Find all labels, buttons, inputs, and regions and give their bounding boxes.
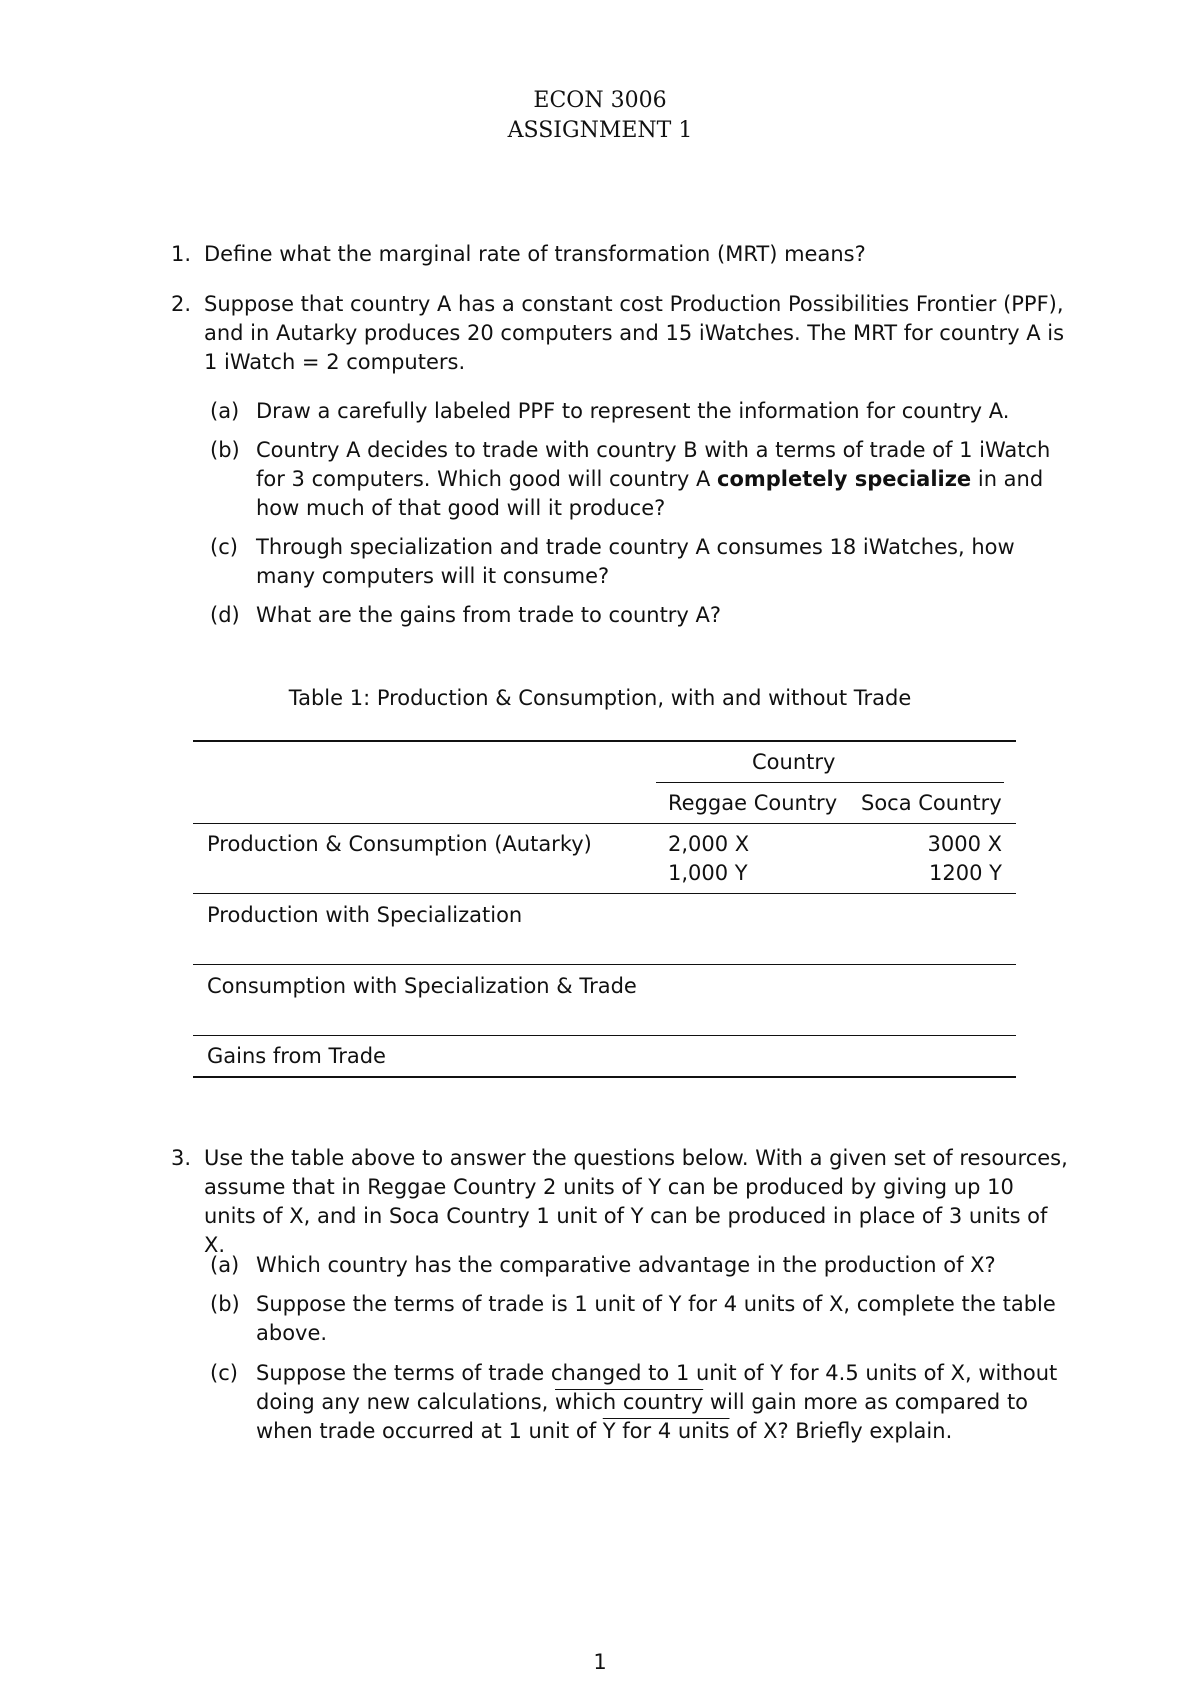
text-run: Country A decides to trade with country B with a terms of trade of 1 iWatch for 3 computers. Which good will country A <box>256 438 1051 491</box>
question-text: Define what the marginal rate of transformation (MRT) means? <box>204 242 866 266</box>
subquestion-text <box>256 436 1070 523</box>
question-number: 3. <box>171 1146 192 1170</box>
table-caption: Table 1: Production & Consumption, with and without Trade <box>288 686 912 710</box>
table-header-rule <box>193 823 1016 824</box>
cell-soca-y: 1200 Y <box>929 861 1002 885</box>
table-row-rule <box>193 1035 1016 1036</box>
row-label-specialization: Production with Specialization <box>207 903 523 927</box>
subquestion-text: Through specialization and trade country A consumes 18 iWatches, how many computers will it consume? <box>256 535 1015 588</box>
question-number: 2. <box>171 292 192 316</box>
text-run: of X? Briefly explain. <box>729 1419 953 1443</box>
table-group-rule <box>656 782 1004 783</box>
table-row-rule <box>193 893 1016 894</box>
course-title: ECON 3006 <box>533 88 667 113</box>
question-text: Suppose that country A has a constant cost Production Possibilities Frontier (PPF), and in Autarky produces 20 computers and 15 iWatches. The MRT for country A is 1 iWatch = 2 computers. <box>204 292 1065 374</box>
cell-soca-x: 3000 X <box>927 832 1002 856</box>
subquestion-label: (c) <box>210 1361 238 1385</box>
text-run: will gain more as compared to when trade occurred at 1 unit of <box>256 1390 1029 1443</box>
subquestion-text <box>256 1359 1070 1446</box>
table-row-rule <box>193 964 1016 965</box>
table-bottom-rule <box>193 1076 1016 1078</box>
question-number: 1. <box>171 242 192 266</box>
column-header-reggae: Reggae Country <box>668 791 838 815</box>
subquestion-label: (c) <box>210 535 238 559</box>
cell-reggae-y: 1,000 Y <box>668 861 748 885</box>
subquestion-label: (b) <box>210 438 240 462</box>
column-header-soca: Soca Country <box>861 791 1002 815</box>
subquestion-label: (a) <box>210 399 240 423</box>
bold-text: completely specialize <box>717 467 972 491</box>
page-number: 1 <box>593 1650 607 1674</box>
subquestion-label: (b) <box>210 1292 240 1316</box>
subquestion-text: Suppose the terms of trade is 1 unit of Y for 4 units of X, complete the table above. <box>256 1292 1056 1345</box>
row-label-consumption: Consumption with Specialization & Trade <box>207 974 637 998</box>
subquestion-text: Draw a carefully labeled PPF to represent the information for country A. <box>256 399 1010 423</box>
row-label-gains: Gains from Trade <box>207 1044 386 1068</box>
subquestion-label: (a) <box>210 1253 240 1277</box>
annotated-text: which country <box>555 1390 704 1414</box>
subquestion-label: (d) <box>210 603 240 627</box>
table-group-header: Country <box>752 750 836 774</box>
text-run: in and how much of that good will it produce? <box>256 467 1044 520</box>
table-top-rule <box>193 740 1016 742</box>
text-run: Suppose the terms of trade changed to 1 unit of Y for 4.5 units of X, without doing any new calculations, <box>256 1361 1058 1414</box>
question-text: Use the table above to answer the questions below. With a given set of resources, assume that in Reggae Country 2 units of Y can be produced by giving up 10 units of X, and in Soca Country 1 unit of Y can be produced in place of 3 units of X. <box>204 1146 1068 1257</box>
subquestion-text: Which country has the comparative advantage in the production of X? <box>256 1253 996 1277</box>
annotated-text: Y for 4 units <box>602 1419 730 1443</box>
subquestion-text: What are the gains from trade to country A? <box>256 603 722 627</box>
assignment-title: ASSIGNMENT 1 <box>507 118 693 143</box>
cell-reggae-x: 2,000 X <box>668 832 750 856</box>
row-label-autarky: Production & Consumption (Autarky) <box>207 832 592 856</box>
